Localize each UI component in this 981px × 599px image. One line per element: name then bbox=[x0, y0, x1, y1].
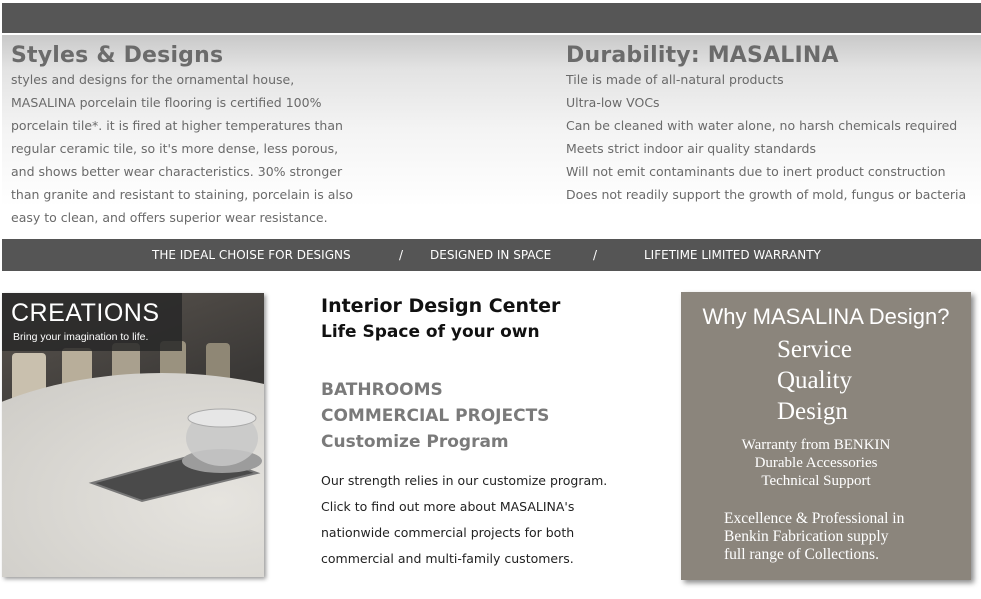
why-footer-line: Excellence & Professional in bbox=[724, 510, 905, 527]
nav-separator: / bbox=[399, 248, 404, 262]
why-accessories: Durable Accessories bbox=[754, 455, 878, 471]
durability-item: Does not readily support the growth of mold, fungus or bacteria bbox=[566, 187, 967, 202]
styles-designs-title: Styles & Designs bbox=[11, 43, 224, 68]
creations-title: CREATIONS bbox=[11, 299, 160, 327]
creations-banner[interactable] bbox=[2, 293, 264, 577]
creations-caption bbox=[2, 293, 182, 351]
customize-description: Our strength relies in our customize program. Click to find out more about MASALINA's nationwide commercial projects for both commercial and multi-family customers. bbox=[321, 473, 608, 566]
durability-item: Tile is made of all-natural products bbox=[566, 72, 784, 87]
styles-designs-text: styles and designs for the ornamental house, MASALINA porcelain tile flooring is certified 100% porcelain tile*. it is fired at higher temperatures than regular ceramic tile, so it's more dense, less porous, and shows better wear characteristics. 30% stronger than granite and resistant to staining, porcelain is also easy to clean, and offers superior wear resistance. bbox=[11, 72, 354, 225]
durability-title: Durability: MASALINA bbox=[566, 43, 839, 68]
nav-link-lifetime-warranty[interactable]: LIFETIME LIMITED WARRANTY bbox=[644, 248, 821, 262]
nav-link-designed-in-space[interactable]: DESIGNED IN SPACE bbox=[430, 248, 552, 262]
why-heading: Why MASALINA Design? bbox=[702, 304, 950, 329]
category-links bbox=[321, 377, 549, 455]
why-footer-line: full range of Collections. bbox=[724, 546, 879, 563]
why-support: Technical Support bbox=[761, 473, 871, 489]
why-masalina-box[interactable] bbox=[681, 292, 971, 580]
top-bar bbox=[2, 3, 981, 33]
durability-item: Meets strict indoor air quality standards bbox=[566, 141, 816, 156]
why-quality: Quality bbox=[777, 367, 852, 394]
durability-item: Will not emit contaminants due to inert product construction bbox=[566, 164, 946, 179]
interior-design-title: Interior Design Center bbox=[321, 295, 561, 317]
nav-link-ideal-choise[interactable]: THE IDEAL CHOISE FOR DESIGNS bbox=[152, 248, 351, 262]
category-link-customize[interactable]: Customize Program bbox=[321, 432, 509, 452]
why-footer bbox=[724, 510, 904, 564]
why-footer-line: Benkin Fabrication supply bbox=[724, 528, 889, 545]
nav-separator: / bbox=[593, 248, 598, 262]
bowl-on-plate-icon bbox=[82, 393, 262, 503]
category-link-bathrooms[interactable]: BATHROOMS bbox=[321, 380, 443, 400]
category-link-commercial[interactable]: COMMERCIAL PROJECTS bbox=[321, 406, 550, 426]
why-service: Service bbox=[777, 336, 852, 363]
why-design: Design bbox=[777, 398, 848, 425]
life-space-subtitle: Life Space of your own bbox=[321, 322, 540, 342]
nav-bar bbox=[2, 239, 981, 271]
durability-item: Can be cleaned with water alone, no harsh chemicals required bbox=[566, 118, 958, 133]
creations-tagline: Bring your imagination to life. bbox=[13, 331, 149, 343]
durability-list bbox=[566, 68, 966, 206]
why-warranty: Warranty from BENKIN bbox=[741, 437, 891, 453]
durability-item: Ultra-low VOCs bbox=[566, 95, 660, 110]
